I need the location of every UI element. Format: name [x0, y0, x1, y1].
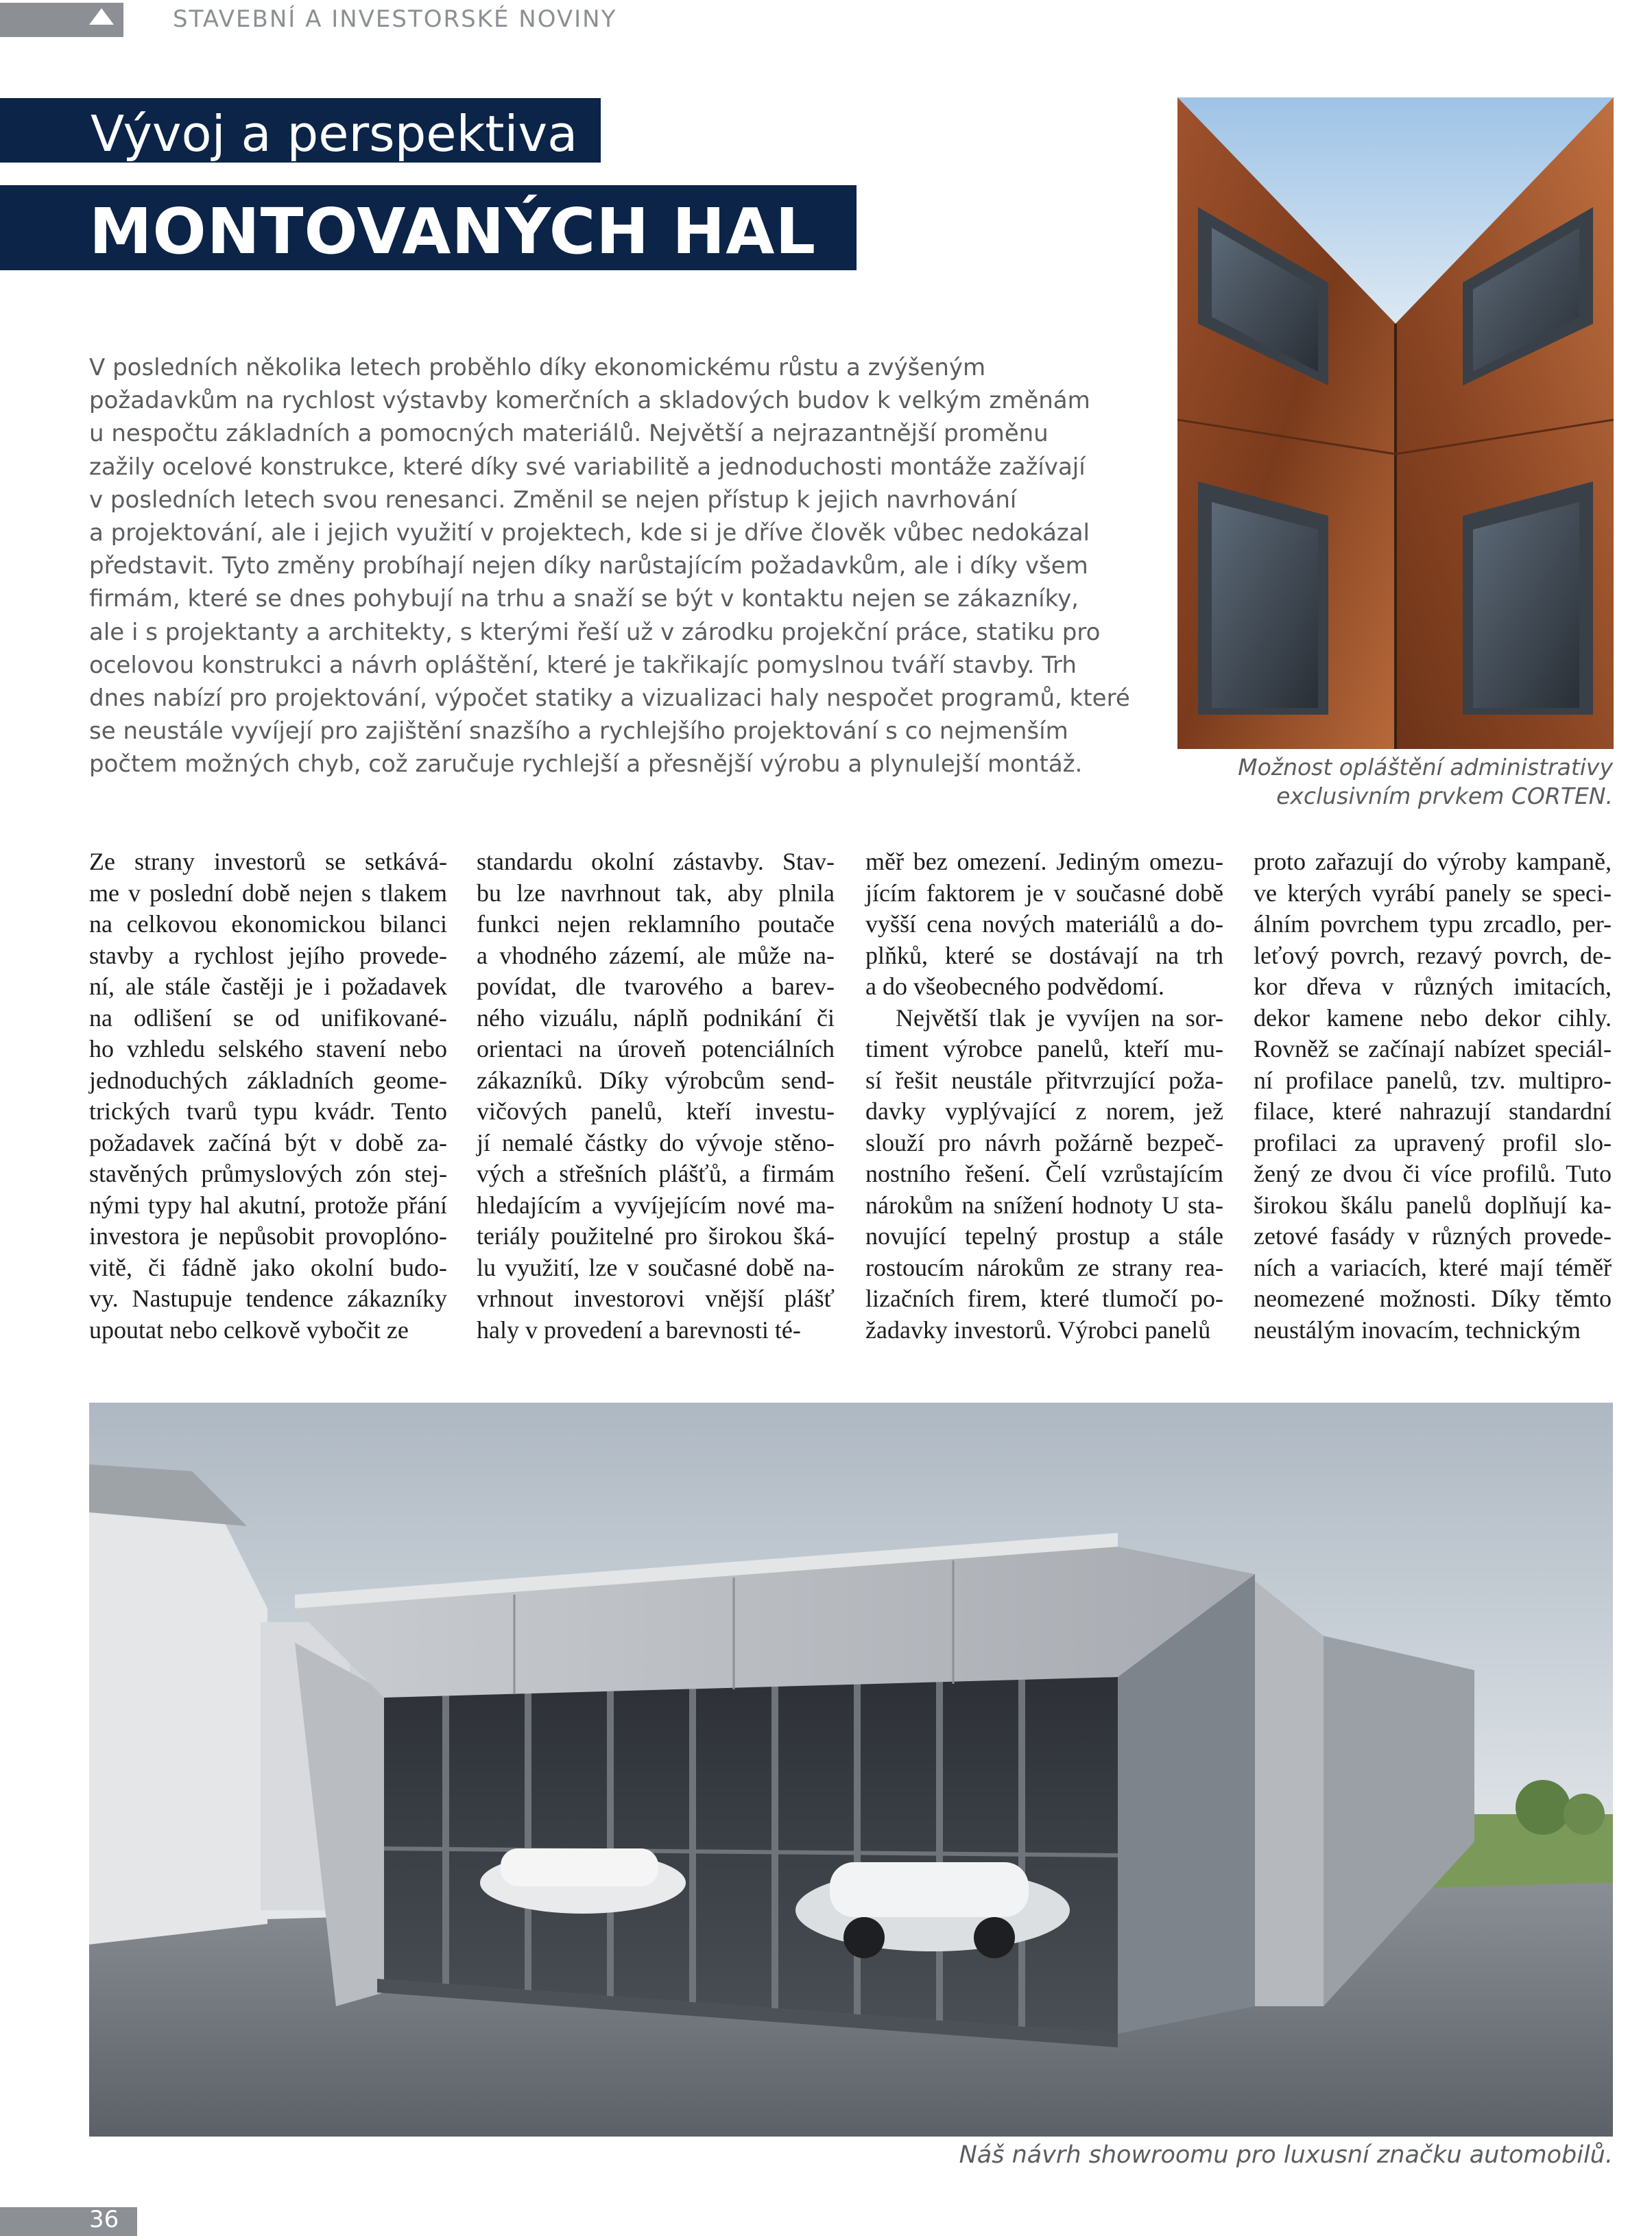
column-line: proto zařazují do výroby kampaně, — [1254, 848, 1612, 875]
corten-facade-photo — [1177, 97, 1614, 749]
column-line: standardu okolní zástavby. Stav- — [477, 848, 835, 875]
column-line: požadavek začíná být v době za- — [89, 1128, 447, 1156]
column-line: zákazníků. Díky výrobcům send- — [477, 1066, 835, 1094]
column-line: trických tvarů typu kvádr. Tento — [89, 1097, 447, 1125]
column-line: upoutat nebo celkově vybočit ze — [89, 1316, 409, 1344]
column-line: plňků, které se dostávají na trh — [865, 941, 1223, 969]
column-line: jí nemalé částky do vývoje stěno- — [477, 1128, 835, 1156]
showroom-rendering-photo — [89, 1403, 1613, 2137]
column-line: povídat, dle tvarového a barev- — [477, 973, 835, 1000]
intro-line: a projektování, ale i jejich využití v projektech, kde si je dříve člověk vůbec nedokázal — [89, 519, 1090, 547]
column-line: stavěných průmyslových zón stej- — [89, 1160, 447, 1187]
page-number: 36 — [89, 2206, 119, 2233]
column-line: orientaci na úroveň potenciálních — [477, 1035, 835, 1062]
intro-line: představit. Tyto změny probíhají nejen díky narůstajícím požadavkům, ale i díky všem — [89, 552, 1088, 580]
title-bar-top — [0, 98, 601, 163]
column-line: žadavky investorů. Výrobci panelů — [865, 1316, 1211, 1344]
column-line: neomezené možnosti. Díky těmto — [1254, 1285, 1612, 1312]
column-line: hledajícím a vyvíjejícím nové ma- — [477, 1191, 835, 1219]
column-line: timent výrobce panelů, kteří mu- — [865, 1035, 1223, 1062]
column-line: nárokům na snížení hodnoty U sta- — [865, 1191, 1223, 1219]
column-line: rostoucím nárokům ze strany rea- — [865, 1253, 1223, 1281]
text-column-3 — [865, 846, 1223, 1346]
column-line: na celkovou ekonomickou bilanci — [89, 910, 447, 938]
intro-line: u nespočtu základních a pomocných materiálů. Největší a nejrazantnější proměnu — [89, 420, 1049, 448]
column-line: zetové fasády v různých provede- — [1254, 1222, 1612, 1250]
column-line: davky vyplývající z norem, jež — [865, 1097, 1223, 1125]
column-line: lu využití, lze v současné době na- — [477, 1253, 835, 1281]
text-column-2 — [477, 846, 835, 1346]
column-line: vy. Nastupuje tendence zákazníky — [89, 1285, 447, 1312]
column-line: Největší tlak je vyvíjen na sor- — [896, 1003, 1223, 1032]
caption-line: exclusivním prvkem CORTEN. — [1276, 783, 1613, 809]
column-line: me v poslední době nejen s tlakem — [89, 879, 447, 907]
column-line: jícím faktorem je v současné době — [865, 879, 1223, 907]
text-column-1 — [89, 846, 447, 1346]
column-line: vitě, či fádně jako okolní budo- — [89, 1253, 447, 1281]
title-line2: MONTOVANÝCH HAL — [89, 195, 817, 268]
intro-line: počtem možných chyb, což zaručuje rychlejší a přesnější výrobu a plynulejší montáž. — [89, 750, 1083, 778]
column-line: profilaci za upravený profil slo- — [1254, 1128, 1612, 1156]
intro-line: dnes nabízí pro projektování, výpočet statiky a vizualizaci haly nespočet programů, které — [89, 685, 1130, 713]
column-line: investora je nepůsobit provoplóno- — [89, 1222, 447, 1250]
column-line: ve kterých vyrábí panely se speci- — [1254, 879, 1612, 907]
column-line: širokou škálu panelů doplňují ka- — [1254, 1191, 1612, 1219]
column-line: lizačních firem, které tlumočí po- — [865, 1285, 1223, 1312]
column-line: vých a střešních plášťů, a firmám — [477, 1160, 835, 1187]
column-line: ní, ale stále častěji je i požadavek — [89, 973, 447, 1000]
column-line: funkci nejen reklamního poutače — [477, 910, 835, 938]
publication-name: STAVEBNÍ A INVESTORSKÉ NOVINY — [173, 5, 617, 33]
intro-line: firmám, které se dnes pohybují na trhu a snaží se být v kontaktu nejen se zákazníky, — [89, 585, 1079, 613]
column-line: stavby a rychlost jejího provede- — [89, 941, 447, 969]
column-line: teriály použitelné pro širokou šká- — [477, 1222, 835, 1250]
column-line: novující tepelný prostup a stále — [865, 1222, 1223, 1250]
column-line: Rovněž se začínají nabízet speciál- — [1254, 1035, 1612, 1062]
title-bar-main — [0, 185, 857, 270]
column-line: ních a variacích, které mají téměř — [1254, 1253, 1612, 1281]
column-line: žený ze dvou či více profilů. Tuto — [1254, 1160, 1612, 1187]
column-line: dekor kamene nebo dekor cihly. — [1254, 1003, 1612, 1032]
column-line: slouží pro návrh požárně bezpeč- — [865, 1128, 1223, 1156]
triangle-logo-icon — [89, 8, 114, 25]
intro-line: v posledních letech svou renesanci. Změnil se nejen přístup k jejich navrhování — [89, 486, 1017, 514]
column-line: ní profilace panelů, tzv. multipro- — [1254, 1066, 1612, 1094]
caption-line: Možnost opláštění administrativy — [1238, 754, 1613, 781]
column-line: sí řešit neustále přitvrzující poža- — [865, 1066, 1223, 1094]
column-line: a do všeobecného podvědomí. — [865, 973, 1164, 1000]
column-line: Ze strany investorů se setkává- — [89, 848, 447, 875]
column-line: neustálým inovacím, technickým — [1254, 1316, 1581, 1344]
column-line: nostního řešení. Čelí vzrůstajícím — [865, 1160, 1223, 1187]
column-line: filace, které nahrazují standardní — [1254, 1097, 1612, 1125]
column-line: ného vizuálu, náplň podnikání či — [477, 1003, 835, 1032]
column-line: kor dřeva v různých imitacích, — [1254, 973, 1612, 1000]
photo2-caption: Náš návrh showroomu pro luxusní značku automobilů. — [959, 2141, 1613, 2169]
column-line: vyšší cena nových materiálů a do- — [865, 910, 1223, 938]
text-column-4 — [1254, 846, 1612, 1346]
column-line: bu lze navrhnout tak, aby plnila — [477, 879, 835, 907]
column-line: ho vzhledu selského stavení nebo — [89, 1035, 447, 1062]
intro-line: ale i s projektanty a architekty, s kterými řeší už v zárodku projekční práce, statiku pro — [89, 618, 1101, 646]
intro-line: zažily ocelové konstrukce, které díky své variabilitě a jednoduchosti montáže zažívají — [89, 453, 1086, 481]
column-line: na odlišení se od unifikované- — [89, 1003, 447, 1032]
intro-line: požadavkům na rychlost výstavby komerčních a skladových budov k velkým změnám — [89, 387, 1090, 415]
column-line: álním povrchem typu zrcadlo, per- — [1254, 910, 1612, 938]
intro-paragraph — [89, 351, 1130, 781]
column-line: měř bez omezení. Jediným omezu- — [865, 848, 1223, 875]
intro-line: V posledních několika letech proběhlo díky ekonomickému růstu a zvýšeným — [89, 354, 986, 381]
column-line: jednoduchých základních geome- — [89, 1066, 447, 1094]
column-line: vrhnout investorovi vnější plášť — [477, 1285, 835, 1312]
title-line1: Vývoj a perspektiva — [91, 105, 578, 163]
column-line: a vhodného zázemí, ale může na- — [477, 941, 835, 969]
column-line: haly v provedení a barevnosti té- — [477, 1316, 801, 1344]
photo1-caption — [1166, 753, 1613, 811]
column-line: leťový povrch, rezavý povrch, de- — [1254, 941, 1612, 969]
intro-line: se neustále vyvíjejí pro zajištění snazšího a rychlejšího projektování s co nejmenším — [89, 717, 1068, 746]
intro-line: ocelovou konstrukci a návrh opláštění, které je takřikajíc pomyslnou tváří stavby. Trh — [89, 651, 1077, 679]
column-line: nými typy hal akutní, protože přání — [89, 1191, 447, 1219]
column-line: vičových panelů, kteří investu- — [477, 1097, 835, 1125]
